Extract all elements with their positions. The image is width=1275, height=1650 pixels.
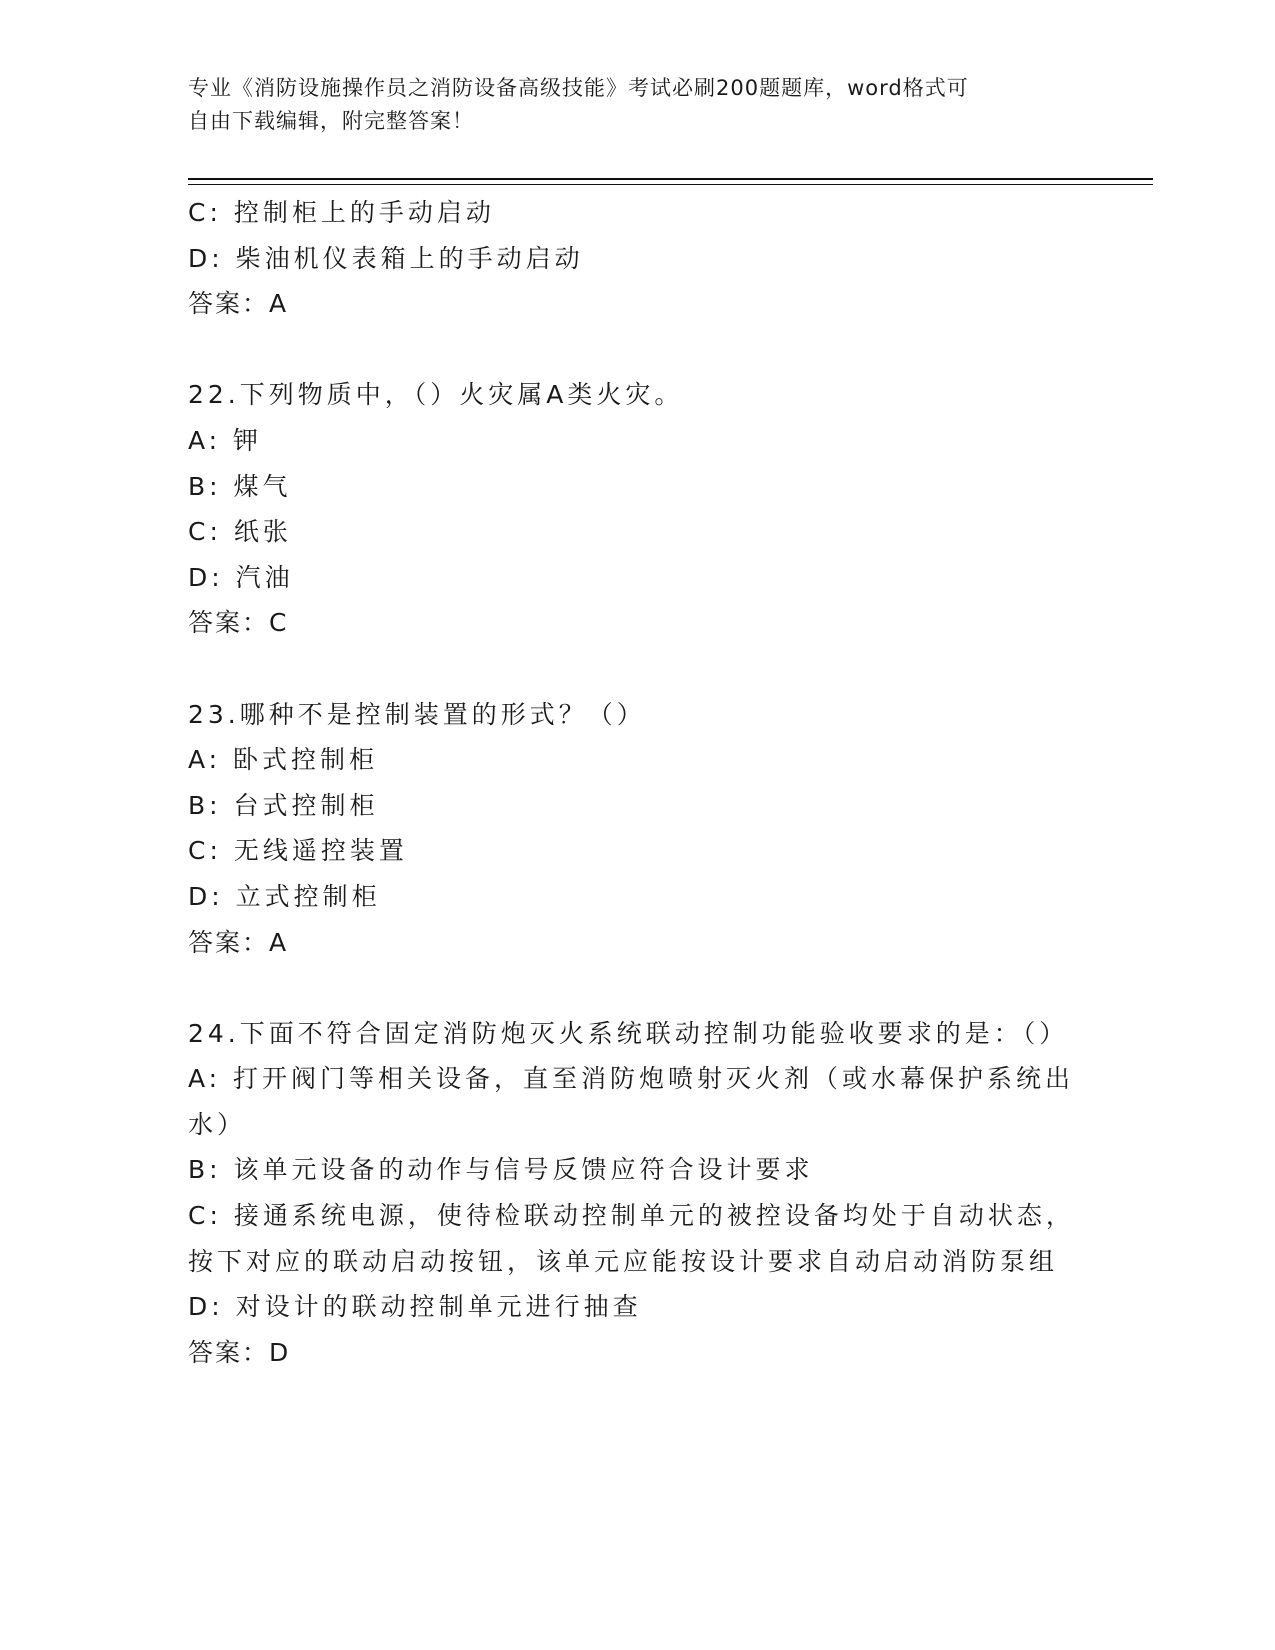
spacer	[188, 646, 1088, 692]
q24-option-a-line-1: A: 打开阀门等相关设备，直至消防炮喷射灭火剂（或水幕保护系统出	[188, 1064, 1075, 1094]
q22-question: 22.下列物质中，（）火灾属A类火灾。	[188, 380, 684, 410]
header-divider-thin	[188, 184, 1153, 185]
q22-option-d: D: 汽油	[188, 562, 294, 592]
prev-answer: 答案：A	[188, 289, 289, 319]
header-divider-thick	[188, 178, 1153, 180]
q22-answer: 答案：C	[188, 608, 289, 638]
q23-option-c: C: 无线遥控装置	[188, 836, 408, 866]
q24-option-b: B: 该单元设备的动作与信号反馈应符合设计要求	[188, 1155, 814, 1185]
q24-option-d: D: 对设计的联动控制单元进行抽查	[188, 1292, 642, 1322]
q24-option-c-line-2: 按下对应的联动启动按钮，该单元应能按设计要求自动启动消防泵组	[188, 1246, 1059, 1276]
question-content	[188, 190, 1088, 1375]
q24-option-a-line-2: 水）	[188, 1109, 247, 1139]
q24-answer: 答案：D	[188, 1337, 291, 1367]
spacer	[188, 965, 1088, 1011]
q22-option-a: A: 钾	[188, 425, 263, 455]
prev-option-d: D: 柴油机仪表箱上的手动启动	[188, 243, 584, 273]
page-header	[188, 72, 1068, 138]
q22-option-b: B: 煤气	[188, 471, 292, 501]
spacer	[188, 327, 1088, 373]
header-line-2: 自由下载编辑，附完整答案！	[188, 109, 474, 133]
q23-option-d: D: 立式控制柜	[188, 881, 381, 911]
q24-option-c-line-1: C: 接通系统电源，使待检联动控制单元的被控设备均处于自动状态，	[188, 1201, 1075, 1231]
q22-option-c: C: 纸张	[188, 517, 292, 547]
q24-question: 24.下面不符合固定消防炮灭火系统联动控制功能验收要求的是：（）	[188, 1018, 1069, 1048]
q23-question: 23.哪种不是控制装置的形式？（）	[188, 699, 646, 729]
q23-option-b: B: 台式控制柜	[188, 790, 379, 820]
q23-option-a: A: 卧式控制柜	[188, 745, 379, 775]
header-line-1: 专业《消防设施操作员之消防设备高级技能》考试必刷200题题库，word格式可	[188, 76, 969, 100]
prev-option-c: C: 控制柜上的手动启动	[188, 198, 495, 227]
q23-answer: 答案：A	[188, 927, 289, 957]
